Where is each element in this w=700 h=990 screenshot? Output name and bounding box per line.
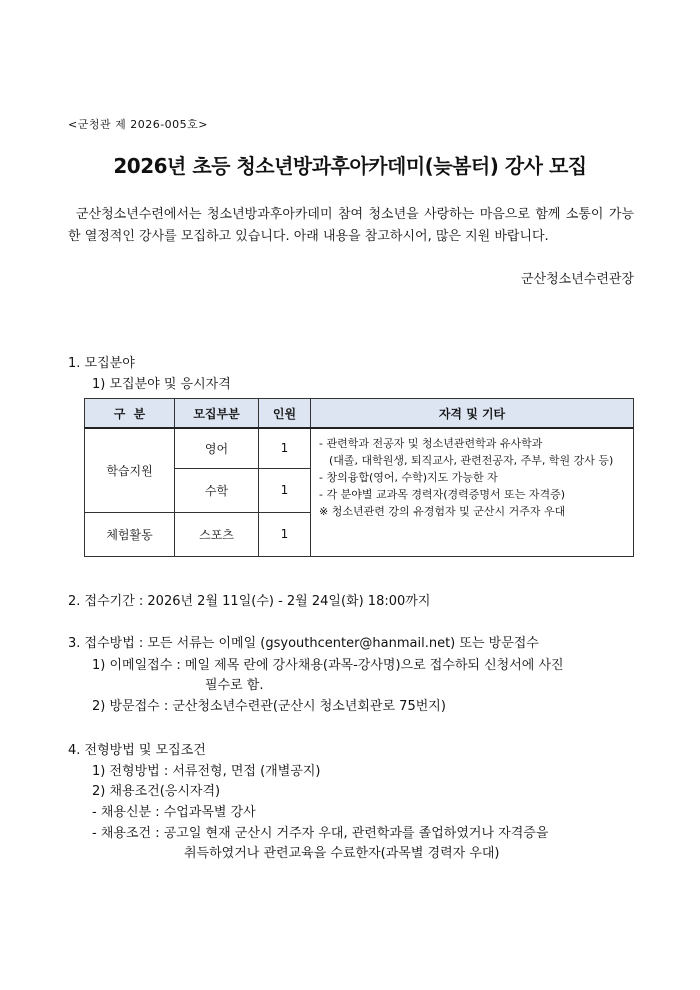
section-3-heading: 3. 접수방법 : 모든 서류는 이메일 (gsyouthcenter@hanmail.net) 또는 방문접수 (68, 636, 539, 651)
requirement-line-1: - 채용조건 : 공고일 현재 군산시 거주자 우대, 관련학과를 졸업하였거나 자격증을 (92, 826, 549, 841)
table-header-row (85, 399, 634, 429)
requirement-line-2: 취득하였거나 관련교육을 수료한자(과목별 경력자 우대) (184, 846, 500, 861)
section-4-heading: 4. 전형방법 및 모집조건 (68, 743, 206, 758)
section-4-method: 1) 전형방법 : 서류전형, 면접 (개별공지) (92, 764, 321, 779)
row-field: 수학 (175, 468, 259, 512)
section-1-subheading: 1) 모집분야 및 응시자격 (92, 377, 231, 392)
section-2-period: 2. 접수기간 : 2026년 2월 11일(수) - 2월 24일(화) 18:00까지 (68, 594, 431, 609)
qualification-line: - 각 분야별 교과목 경력자(경력증명서 또는 자격증) (319, 488, 566, 501)
section-3-visit: 2) 방문접수 : 군산청소년수련관(군산시 청소년회관로 75번지) (92, 699, 446, 714)
group-learning: 학습지원 (85, 428, 175, 512)
section-1-heading: 1. 모집분야 (68, 356, 135, 371)
recruit-table (84, 398, 634, 557)
page-title: 2026년 초등 청소년방과후아카데미(늦봄터) 강사 모집 (113, 154, 587, 178)
group-experience: 체험활동 (85, 512, 175, 556)
header-category: 구 분 (85, 399, 175, 429)
qualification-line: (대졸, 대학원생, 퇴직교사, 관련전공자, 주부, 학원 강사 등) (329, 454, 614, 467)
header-count: 인원 (259, 399, 311, 429)
section-3-email (92, 656, 637, 696)
row-count: 1 (259, 428, 311, 468)
header-field: 모집부분 (175, 399, 259, 429)
intro-paragraph: 군산청소년수련에서는 청소년방과후아카데미 참여 청소년을 사랑하는 마음으로 함께 소통이 가능한 열정적인 강사를 모집하고 있습니다. 아래 내용을 참고하시어, 많은 지원 바랍니다. (68, 207, 634, 244)
row-field: 영어 (175, 428, 259, 468)
qualification-cell (311, 428, 634, 556)
qualification-line: - 창의융합(영어, 수학)지도 가능한 자 (319, 471, 498, 484)
section-4-status: - 채용신분 : 수업과목별 강사 (92, 805, 256, 820)
qualification-line: - 관련학과 전공자 및 청소년관련학과 유사학과 (319, 437, 543, 450)
signature: 군산청소년수련관장 (520, 272, 634, 287)
table-row (85, 428, 634, 468)
header-qualification: 자격 및 기타 (311, 399, 634, 429)
email-line-2: 필수로 함. (205, 678, 264, 693)
row-count: 1 (259, 468, 311, 512)
document-number: <군청관 제 2026-005호> (68, 118, 209, 131)
row-field: 스포츠 (175, 512, 259, 556)
qualification-line: ※ 청소년관련 강의 유경험자 및 군산시 거주자 우대 (319, 505, 566, 518)
section-4-requirement (92, 824, 637, 864)
row-count: 1 (259, 512, 311, 556)
section-4-condition: 2) 채용조건(응시자격) (92, 784, 221, 799)
email-line-1: 1) 이메일접수 : 메일 제목 란에 강사채용(과목-강사명)으로 접수하되 신청서에 사진 (92, 658, 564, 673)
